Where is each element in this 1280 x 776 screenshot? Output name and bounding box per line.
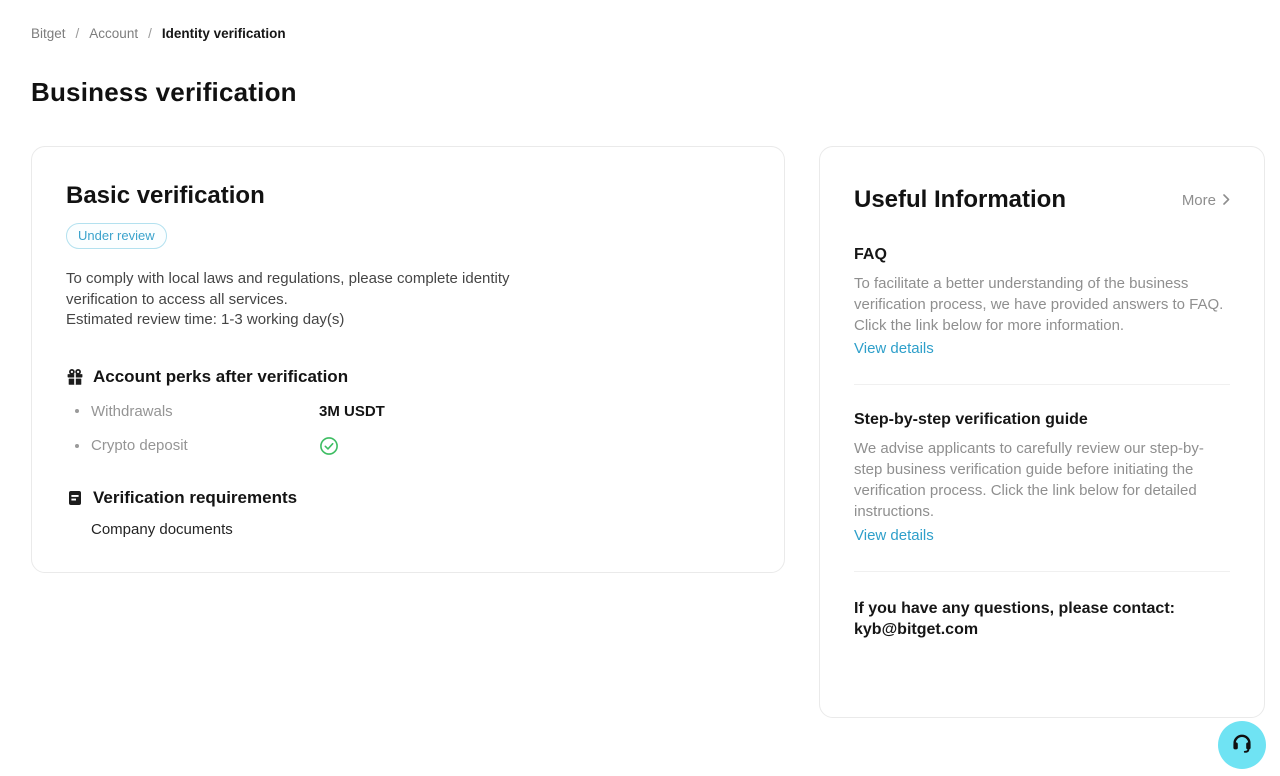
perk-value: 3M USDT (319, 402, 385, 420)
support-button[interactable] (1218, 721, 1266, 769)
perk-row-crypto-deposit (66, 436, 750, 456)
divider (854, 384, 1230, 385)
document-icon (66, 489, 84, 507)
breadcrumb-identity-verification: Identity verification (161, 26, 286, 41)
contact-line-1: If you have any questions, please contact: (854, 599, 1175, 617)
bullet-dot (75, 409, 79, 413)
guide-title: Step-by-step verification guide (854, 411, 1088, 429)
contact-email: kyb@bitget.com (854, 620, 979, 638)
account-perks-header (66, 367, 750, 387)
basic-verification-title: Basic verification (66, 182, 265, 209)
useful-information-header (854, 185, 1230, 215)
guide-section (854, 411, 1230, 544)
breadcrumb-separator: / (75, 26, 80, 41)
bullet-dot (75, 444, 79, 448)
more-link[interactable] (1182, 192, 1230, 209)
faq-title: FAQ (854, 246, 887, 263)
divider (854, 571, 1230, 572)
faq-view-details-link[interactable]: View details (854, 340, 934, 358)
faq-body: To facilitate a better understanding of the business verification process, we have provided answers to FAQ. Click the link below for more information. (854, 275, 1224, 334)
breadcrumb-separator: / (148, 26, 152, 41)
cards-row (31, 146, 1265, 718)
perk-label: Crypto deposit (91, 437, 188, 454)
check-circle-icon (319, 436, 339, 456)
page-title: Business verification (31, 77, 297, 107)
account-perks-section (66, 367, 750, 456)
breadcrumb-account[interactable]: Account (89, 26, 139, 41)
status-badge: Under review (66, 223, 167, 249)
faq-section (854, 246, 1230, 358)
basic-verification-card (31, 146, 785, 573)
breadcrumb (31, 26, 1265, 41)
verification-requirements-header (66, 488, 750, 508)
verification-requirements-title: Verification requirements (93, 487, 298, 507)
useful-information-card (819, 146, 1265, 718)
more-label: More (1181, 191, 1216, 209)
gift-icon (66, 368, 84, 386)
guide-view-details-link[interactable]: View details (854, 526, 934, 544)
description-line-1: To comply with local laws and regulations, please complete identity verification to access all services. (66, 270, 510, 308)
account-perks-title: Account perks after verification (93, 366, 349, 386)
perk-row-withdrawals (66, 403, 750, 420)
description-line-2: Estimated review time: 1-3 working day(s) (66, 311, 345, 328)
perk-label: Withdrawals (91, 402, 173, 420)
verification-requirements-section (66, 488, 750, 538)
guide-body: We advise applicants to carefully review our step-by-step business verification guide before initiating the verification process. Click the link below for detailed instructions. (854, 440, 1204, 520)
requirement-item: Company documents (91, 520, 233, 538)
verification-description (66, 269, 538, 331)
useful-information-title: Useful Information (854, 186, 1067, 213)
headset-icon (1229, 730, 1255, 761)
contact-info (854, 598, 1230, 640)
chevron-right-icon (1223, 192, 1230, 209)
breadcrumb-bitget[interactable]: Bitget (31, 26, 66, 41)
